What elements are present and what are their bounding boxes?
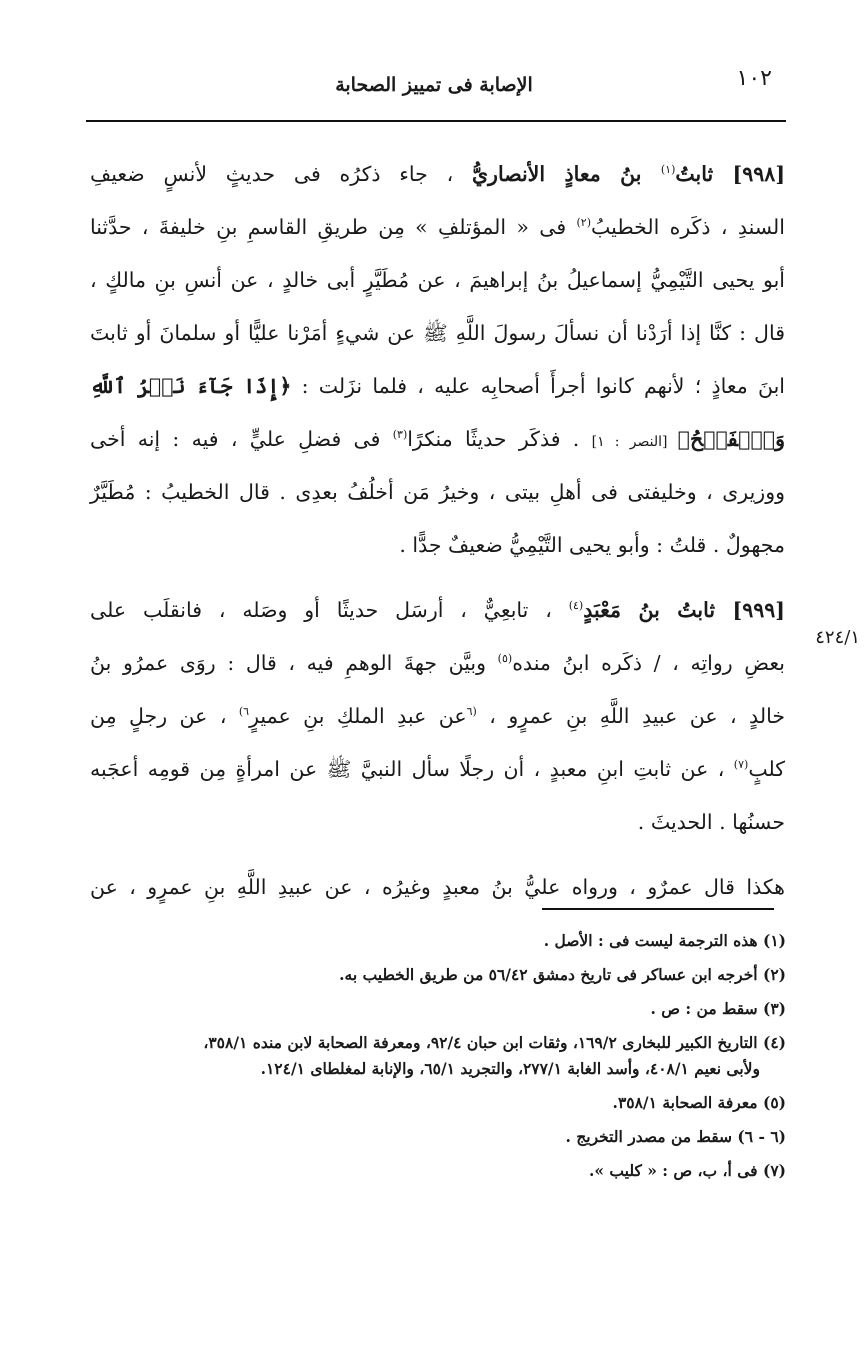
text-run: [النصر : ١] — [591, 434, 678, 450]
footnote — [96, 996, 786, 1022]
text-run: كلبٍ — [748, 757, 785, 781]
footnote-text: (٥) معرفة الصحابة ٣٥٨/١. — [612, 1093, 786, 1112]
text-run: ، عن ثابتِ ابنِ معبدٍ ، أن رجلًا سأل النبيَّ ﷺ عن امرأةٍ مِن قومِه أعجَبه — [90, 757, 734, 781]
text-line — [90, 307, 785, 360]
page-header-title: الإصابة فى تمييز الصحابة — [335, 74, 533, 96]
text-line — [90, 637, 785, 690]
text-run: قال : كنَّا إذا أرَدْنا أن نسألَ رسولَ اللَّهِ ﷺ عن شيءٍ أمَرْنا عليًّا أو سلمانَ أو ثابتَ — [90, 321, 785, 345]
footnote-text: (٧) فى أ، ب، ص : « كليب ». — [588, 1161, 786, 1180]
text-line — [90, 466, 785, 519]
text-run: ﴿إِذَا جَآءَ نَصۡرُ ٱللَّهِ — [90, 374, 292, 398]
text-run: ووزيرى ، وخليفتى فى أهلِ بيتى ، وخيرُ مَن أخلُفُ بعدِى . قال الخطيبُ : مُطَيَّرٌ — [90, 480, 785, 504]
text-run: ، جاء ذكرُه فى حديثٍ لأنسٍ ضعيفِ — [90, 162, 472, 186]
text-line — [90, 690, 785, 743]
text-run: هكذا قال عمرٌو ، ورواه عليُّ بنُ معبدٍ وغيرُه ، عن عبيدِ اللَّهِ بنِ عمرٍو ، عن — [90, 875, 785, 899]
footnote — [96, 1030, 786, 1082]
text-run: وَٱلۡفَتۡحُ﴾ — [677, 427, 785, 451]
footnote-text: (١) هذه الترجمة ليست فى : الأصل . — [543, 931, 786, 950]
page-number: ١٠٢ — [736, 66, 772, 91]
text-run: ابنَ معاذٍ ؛ لأنهم كانوا أجرأَ أصحابِه عليه ، فلما نزَلت : — [291, 374, 785, 398]
footnote-text: ولأبى نعيم ٤٠٨/١، وأسد الغابة ٢٧٧/١، والتجريد ٦٥/١، والإنابة لمغلطاى ١٢٤/١. — [260, 1059, 760, 1078]
text-run: . فذكَر حديثًا منكرًا — [407, 427, 592, 451]
footnote-text: (٤) التاريخ الكبير للبخارى ١٦٩/٢، وثقات ابن حبان ٩٢/٤، ومعرفة الصحابة لابن منده ٣٥٨/١، — [203, 1033, 786, 1052]
text-run: حسنُها . الحديثَ . — [637, 810, 785, 834]
header-rule — [86, 120, 786, 122]
text-run: [٩٩٩] ثابتُ بنُ مَعْبَدٍ — [583, 598, 785, 622]
text-run: [٩٩٨] ثابتُ — [675, 162, 786, 186]
text-line — [90, 413, 785, 466]
footnote — [96, 928, 786, 954]
footnote-marker: (٤) — [568, 599, 584, 613]
margin-volume-page-note: ٤٢٤/١ — [815, 627, 860, 648]
text-run: مجهولٌ . قلتُ : وأبو يحيى التَّيْمِيُّ ضعيفٌ جدًّا . — [399, 533, 785, 557]
footnote — [96, 1124, 786, 1150]
footnote-marker: (٧) — [733, 758, 749, 772]
footnote-marker: (٢) — [576, 216, 591, 230]
text-line — [90, 861, 785, 914]
text-run: أبو يحيى التَّيْمِيُّ إسماعيلُ بنُ إبراهيمَ ، عن مُطَيَّرٍ أبى خالدٍ ، عن أنسِ بنِ مالكٍ ، — [90, 268, 785, 292]
text-run: بنُ معاذٍ الأنصاريُّ — [472, 162, 661, 186]
footnote-text: (٢) أخرجه ابن عساكر فى تاريخ دمشق ٥٦/٤٢ من طريق الخطيب به. — [339, 965, 786, 984]
footnote — [96, 1090, 786, 1116]
text-line — [90, 584, 785, 637]
text-run: ، تابعِيٌّ ، أرسَل حديثًا أو وصَله ، فانقلَب على — [90, 598, 569, 622]
text-run: عن عبدِ الملكِ بنِ عميرٍ — [249, 704, 467, 728]
footnote-text: (٣) سقط من : ص . — [650, 999, 786, 1018]
text-run: فى « المؤتلفِ » مِن طريقِ القاسمِ بنِ خليفةَ ، حدَّثنا — [90, 215, 577, 239]
text-line — [90, 519, 785, 572]
text-line — [90, 743, 785, 796]
footnote-marker: (٦ — [466, 705, 477, 719]
text-run: خالدٍ ، عن عبيدِ اللَّهِ بنِ عمرٍو ، — [476, 704, 785, 728]
footnote — [96, 962, 786, 988]
footnote-marker: ٦) — [238, 705, 250, 719]
text-line — [90, 148, 785, 201]
text-run: السندِ ، ذكَره الخطيبُ — [591, 215, 785, 239]
footnote — [96, 1158, 786, 1184]
footnote-marker: (٣) — [392, 428, 408, 442]
text-line — [90, 796, 785, 849]
main-text — [90, 148, 785, 914]
footnote-marker: (١) — [660, 163, 676, 177]
text-run: بعضِ رواتِه ، / ذكَره ابنُ منده — [512, 651, 785, 675]
text-line — [90, 201, 785, 254]
text-line — [90, 254, 785, 307]
text-line — [90, 360, 785, 413]
text-run: وبيَّن جهةَ الوهمِ فيه ، قال : روَى عمرُو بنُ — [90, 651, 498, 675]
footnote-marker: (٥) — [497, 652, 513, 666]
footnote-text: (٦ - ٦) سقط من مصدر التخريج . — [565, 1127, 786, 1146]
text-run: فى فضلِ عليٍّ ، فيه : إنه أخى — [90, 427, 393, 451]
footnotes — [96, 928, 786, 1192]
text-run: ، عن رجلٍ مِن — [90, 704, 239, 728]
footnote-rule — [542, 908, 774, 910]
